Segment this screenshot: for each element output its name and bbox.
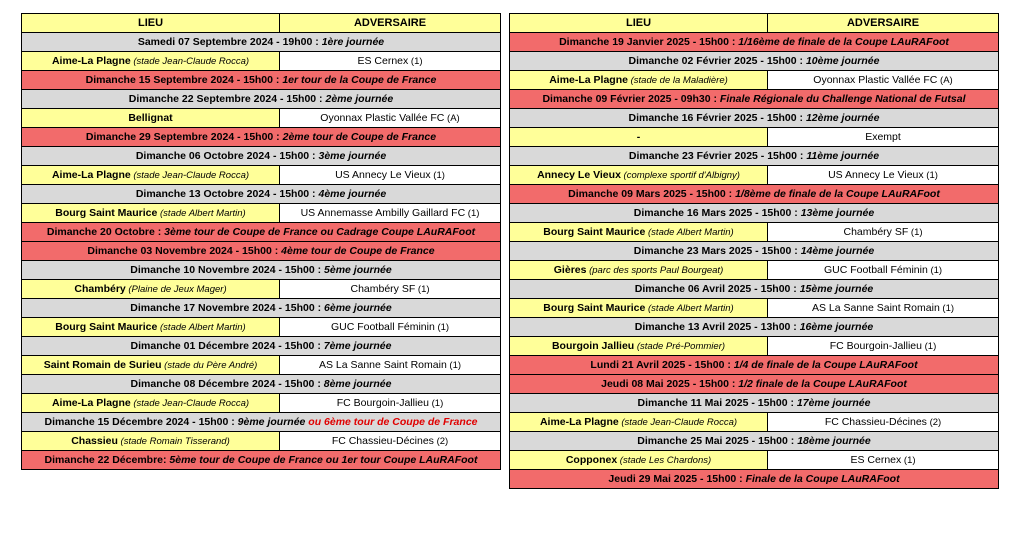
venue-name: Bellignat [128, 112, 173, 124]
date-cell [510, 185, 999, 204]
opponent-name: Oyonnax Plastic Vallée FC [813, 74, 938, 86]
match-row [22, 356, 501, 375]
date-text: Dimanche 08 Décembre 2024 - 15h00 : [130, 378, 324, 390]
date-row [22, 375, 501, 394]
venue-cell [510, 451, 768, 470]
date-text: Dimanche 22 Décembre: [44, 454, 170, 466]
event-text: 1er tour de la Coupe de France [282, 74, 437, 86]
date-row [510, 147, 999, 166]
date-text: Dimanche 13 Avril 2025 - 13h00 : [634, 321, 800, 333]
date-row [510, 52, 999, 71]
match-row [22, 394, 501, 413]
date-text: Dimanche 03 Novembre 2024 - 15h00 : [87, 245, 282, 257]
opponent-group: (A) [937, 75, 953, 86]
date-cell [510, 280, 999, 299]
date-row [22, 337, 501, 356]
date-row [510, 432, 999, 451]
date-text: Dimanche 06 Octobre 2024 - 15h00 : [135, 150, 319, 162]
date-text: Dimanche 16 Février 2025 - 15h00 : [628, 112, 806, 124]
date-text: Dimanche 29 Septembre 2024 - 15h00 : [85, 131, 283, 143]
date-cell [22, 71, 501, 90]
venue-cell [510, 299, 768, 318]
venue-stadium: (stade Jean-Claude Rocca) [130, 56, 250, 67]
opponent-group: (1) [434, 322, 450, 333]
date-cell [510, 147, 999, 166]
opponent-cell [768, 413, 999, 432]
event-text: 8ème journée [323, 378, 392, 390]
venue-stadium: (stade du Père André) [161, 360, 258, 371]
date-cell [510, 356, 999, 375]
venue-name: Bourgoin Jallieu [551, 340, 635, 352]
schedule-table-right [509, 13, 999, 489]
date-row [510, 33, 999, 52]
venue-cell [22, 204, 280, 223]
date-row [510, 185, 999, 204]
match-row [510, 451, 999, 470]
header-row [510, 14, 999, 33]
opponent-group: (1) [428, 398, 444, 409]
date-text: Dimanche 23 Février 2025 - 15h00 : [628, 150, 807, 162]
date-text: Jeudi 29 Mai 2025 - 15h00 : [608, 473, 746, 485]
venue-stadium: (stade de la Maladière) [627, 75, 728, 86]
header-lieu: LIEU [510, 14, 768, 33]
date-cell [22, 147, 501, 166]
venue-name: - [636, 131, 641, 143]
date-text: Dimanche 25 Mai 2025 - 15h00 : [637, 435, 798, 447]
venue-stadium: (parc des sports Paul Bourgeat) [586, 265, 724, 276]
event-text: 4ème journée [318, 188, 387, 200]
venue-cell [510, 261, 768, 280]
venue-name: Bourg Saint Maurice [543, 302, 646, 314]
venue-cell [22, 280, 280, 299]
opponent-cell [280, 356, 501, 375]
date-cell [510, 33, 999, 52]
venue-cell [510, 337, 768, 356]
date-text: Dimanche 16 Mars 2025 - 15h00 : [633, 207, 801, 219]
date-cell [510, 204, 999, 223]
opponent-group: (2) [433, 436, 449, 447]
opponent-name: ES Cernex [357, 55, 409, 67]
opponent-name: US Annemasse Ambilly Gaillard FC [300, 207, 466, 219]
opponent-name: Chambéry SF [350, 283, 416, 295]
date-row [510, 204, 999, 223]
opponent-cell [768, 128, 999, 147]
date-row [22, 413, 501, 432]
venue-name: Chambéry [74, 283, 126, 295]
opponent-name: FC Bourgoin-Jallieu [829, 340, 922, 352]
venue-stadium: (stade Albert Martin) [645, 303, 734, 314]
date-row [510, 470, 999, 489]
event-text: 11ème journée [806, 150, 880, 162]
date-text: Dimanche 09 Février 2025 - 09h30 : [542, 93, 720, 105]
date-text: Dimanche 10 Novembre 2024 - 15h00 : [130, 264, 325, 276]
match-row [510, 223, 999, 242]
venue-cell [22, 52, 280, 71]
opponent-name: AS La Sanne Saint Romain [318, 359, 447, 371]
date-text: Dimanche 13 Octobre 2024 - 15h00 : [135, 188, 319, 200]
event-text: 18ème journée [797, 435, 871, 447]
date-cell [22, 261, 501, 280]
date-text: Jeudi 08 Mai 2025 - 15h00 : [601, 378, 739, 390]
venue-cell [22, 432, 280, 451]
date-row [510, 242, 999, 261]
opponent-group: (1) [446, 360, 462, 371]
match-row [22, 432, 501, 451]
venue-name: Aime-La Plagne [51, 55, 131, 67]
opponent-group: (1) [408, 56, 423, 67]
match-row [510, 128, 999, 147]
header-lieu: LIEU [22, 14, 280, 33]
venue-stadium: (complexe sportif d'Albigny) [620, 170, 740, 181]
event-text: 15ème journée [799, 283, 874, 295]
event-text: 12ème journée [805, 112, 880, 124]
event-text: 1/4 de finale de la Coupe LAuRAFoot [733, 359, 918, 371]
event-text: 17ème journée [796, 397, 871, 409]
venue-name: Gières [553, 264, 587, 276]
match-row [22, 318, 501, 337]
opponent-cell [280, 280, 501, 299]
opponent-name: ES Cernex [850, 454, 902, 466]
venue-name: Aime-La Plagne [539, 416, 619, 428]
opponent-group: (1) [430, 170, 445, 181]
date-text: Dimanche 22 Septembre 2024 - 15h00 : [128, 93, 326, 105]
opponent-cell [280, 109, 501, 128]
event-text: 2ème journée [325, 93, 394, 105]
date-cell [22, 337, 501, 356]
opponent-cell [768, 261, 999, 280]
opponent-cell [280, 432, 501, 451]
opponent-name: Exempt [865, 131, 901, 143]
venue-name: Aime-La Plagne [51, 397, 131, 409]
venue-cell [510, 128, 768, 147]
venue-cell [510, 413, 768, 432]
date-cell [22, 242, 501, 261]
event-text: 9ème journée [237, 416, 306, 428]
opponent-group: (A) [444, 113, 460, 124]
date-cell [510, 318, 999, 337]
date-row [510, 375, 999, 394]
match-row [510, 166, 999, 185]
date-cell [22, 299, 501, 318]
date-row [22, 71, 501, 90]
venue-stadium: (stade Jean-Claude Rocca) [130, 170, 250, 181]
date-text: Dimanche 02 Février 2025 - 15h00 : [628, 55, 806, 67]
date-row [510, 318, 999, 337]
event-text: 5ème tour de Coupe de France ou 1er tour Coupe LAuRAFoot [169, 454, 478, 466]
event-text: 3ème journée [318, 150, 387, 162]
venue-name: Annecy Le Vieux [537, 169, 621, 181]
match-row [510, 261, 999, 280]
venue-stadium: (stade Jean-Claude Rocca) [130, 398, 250, 409]
opponent-name: US Annecy Le Vieux [335, 169, 431, 181]
date-row [510, 109, 999, 128]
venue-stadium: (stade Albert Martin) [157, 322, 246, 333]
event-text: 1/16ème de finale de la Coupe LAuRAFoot [738, 36, 949, 48]
date-text: Dimanche 23 Mars 2025 - 15h00 : [633, 245, 801, 257]
venue-stadium: (stade Pré-Pommier) [634, 341, 726, 352]
header-adversaire: ADVERSAIRE [280, 14, 501, 33]
venue-name: Aime-La Plagne [51, 169, 131, 181]
venue-stadium: (stade Jean-Claude Rocca) [618, 417, 738, 428]
date-text: Dimanche 15 Décembre 2024 - 15h00 : [44, 416, 238, 428]
venue-name: Bourg Saint Maurice [55, 207, 158, 219]
date-row [22, 299, 501, 318]
date-row [22, 90, 501, 109]
opponent-group: (1) [465, 208, 480, 219]
event-text: 5ème journée [324, 264, 392, 276]
event-text: 10ème journée [805, 55, 880, 67]
venue-name: Chassieu [71, 435, 118, 447]
date-row [510, 356, 999, 375]
date-text: Dimanche 17 Novembre 2024 - 15h00 : [130, 302, 325, 314]
date-text: Lundi 21 Avril 2025 - 15h00 : [590, 359, 734, 371]
match-row [510, 71, 999, 90]
match-row [22, 109, 501, 128]
opponent-group: (2) [926, 417, 942, 428]
date-cell [510, 52, 999, 71]
opponent-name: US Annecy Le Vieux [828, 169, 924, 181]
venue-cell [510, 71, 768, 90]
venue-stadium: (stade Albert Martin) [645, 227, 734, 238]
date-row [510, 90, 999, 109]
venue-name: Bourg Saint Maurice [55, 321, 158, 333]
opponent-cell [768, 223, 999, 242]
opponent-cell [280, 318, 501, 337]
opponent-name: FC Bourgoin-Jallieu [336, 397, 429, 409]
schedule-body-left [22, 33, 501, 470]
opponent-name: Oyonnax Plastic Vallée FC [320, 112, 445, 124]
venue-stadium: (stade Les Chardons) [617, 455, 712, 466]
cup-alternative-text: ou 6ème tour de Coupe de France [305, 416, 478, 428]
match-row [22, 280, 501, 299]
date-text: Dimanche 20 Octobre : [46, 226, 165, 238]
venue-stadium: (Plaine de Jeux Mager) [125, 284, 227, 295]
header-row [22, 14, 501, 33]
event-text: Finale de la Coupe LAuRAFoot [745, 473, 900, 485]
date-row [22, 185, 501, 204]
venue-name: Saint Romain de Surieu [43, 359, 162, 371]
opponent-cell [768, 71, 999, 90]
opponent-cell [768, 451, 999, 470]
opponent-name: FC Chassieu-Décines [824, 416, 927, 428]
date-row [22, 261, 501, 280]
date-text: Dimanche 09 Mars 2025 - 15h00 : [568, 188, 736, 200]
event-text: 1/2 finale de la Coupe LAuRAFoot [738, 378, 907, 390]
date-cell [510, 394, 999, 413]
match-row [510, 299, 999, 318]
date-cell [510, 375, 999, 394]
schedule-table-left [21, 13, 501, 470]
date-cell [510, 109, 999, 128]
venue-cell [510, 223, 768, 242]
opponent-cell [280, 52, 501, 71]
match-row [22, 166, 501, 185]
opponent-name: Chambéry SF [843, 226, 909, 238]
opponent-name: AS La Sanne Saint Romain [811, 302, 940, 314]
date-row [22, 128, 501, 147]
date-cell [510, 242, 999, 261]
opponent-cell [768, 299, 999, 318]
match-row [22, 52, 501, 71]
match-row [22, 204, 501, 223]
date-cell [22, 128, 501, 147]
event-text: 1ère journée [321, 36, 385, 48]
date-text: Samedi 07 Septembre 2024 - 19h00 : [137, 36, 322, 48]
date-cell [510, 432, 999, 451]
date-row [510, 280, 999, 299]
event-text: 16ème journée [799, 321, 874, 333]
date-text: Dimanche 11 Mai 2025 - 15h00 : [637, 397, 797, 409]
opponent-group: (1) [923, 170, 938, 181]
event-text: 6ème journée [324, 302, 392, 314]
opponent-name: GUC Football Féminin [823, 264, 928, 276]
opponent-group: (1) [927, 265, 943, 276]
date-text: Dimanche 06 Avril 2025 - 15h00 : [634, 283, 800, 295]
date-row [22, 451, 501, 470]
venue-cell [22, 356, 280, 375]
opponent-group: (1) [939, 303, 955, 314]
match-row [510, 413, 999, 432]
date-text: Dimanche 01 Décembre 2024 - 15h00 : [130, 340, 324, 352]
date-cell [22, 223, 501, 242]
event-text: 4ème tour de Coupe de France [281, 245, 435, 257]
event-text: Finale Régionale du Challenge National de Futsal [719, 93, 966, 105]
date-cell [510, 470, 999, 489]
event-text: 7ème journée [323, 340, 392, 352]
event-text: 2ème tour de Coupe de France [282, 131, 437, 143]
date-row [22, 147, 501, 166]
venue-stadium: (stade Albert Martin) [157, 208, 246, 219]
venue-name: Copponex [565, 454, 618, 466]
opponent-group: (1) [908, 227, 923, 238]
event-text: 13ème journée [800, 207, 875, 219]
date-cell [510, 90, 999, 109]
header-adversaire: ADVERSAIRE [768, 14, 999, 33]
venue-cell [22, 166, 280, 185]
opponent-cell [768, 166, 999, 185]
event-text: 1/8ème de finale de la Coupe LAuRAFoot [735, 188, 940, 200]
match-row [510, 337, 999, 356]
opponent-group: (1) [901, 455, 916, 466]
opponent-cell [768, 337, 999, 356]
event-text: 3ème tour de Coupe de France ou Cadrage Coupe LAuRAFoot [164, 226, 476, 238]
opponent-name: FC Chassieu-Décines [331, 435, 434, 447]
date-cell [22, 451, 501, 470]
opponent-group: (1) [415, 284, 430, 295]
date-text: Dimanche 15 Septembre 2024 - 15h00 : [85, 74, 283, 86]
venue-stadium: (stade Romain Tisserand) [117, 436, 230, 447]
event-text: 14ème journée [800, 245, 875, 257]
opponent-group: (1) [921, 341, 937, 352]
date-cell [22, 375, 501, 394]
date-cell [22, 90, 501, 109]
opponent-name: GUC Football Féminin [330, 321, 435, 333]
venue-cell [22, 394, 280, 413]
schedule-body-right [510, 33, 999, 489]
venue-cell [22, 318, 280, 337]
venue-cell [22, 109, 280, 128]
opponent-cell [280, 166, 501, 185]
opponent-cell [280, 394, 501, 413]
date-text: Dimanche 19 Janvier 2025 - 15h00 : [559, 36, 739, 48]
date-row [22, 33, 501, 52]
opponent-cell [280, 204, 501, 223]
date-cell [22, 413, 501, 432]
date-cell [22, 185, 501, 204]
date-row [510, 394, 999, 413]
date-row [22, 223, 501, 242]
venue-cell [510, 166, 768, 185]
date-cell [22, 33, 501, 52]
venue-name: Bourg Saint Maurice [543, 226, 646, 238]
date-row [22, 242, 501, 261]
venue-name: Aime-La Plagne [549, 74, 628, 86]
